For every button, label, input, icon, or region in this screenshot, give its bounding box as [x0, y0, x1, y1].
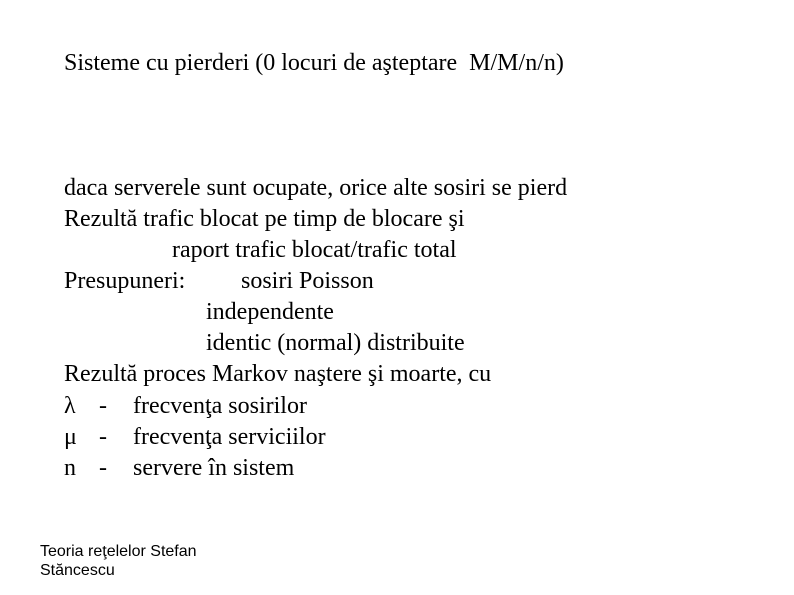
n-symbol: n	[64, 455, 76, 481]
mu-symbol: μ	[64, 424, 77, 450]
body-line-blocked-traffic: Rezultă trafic blocat pe timp de blocare şi	[64, 206, 465, 232]
assumption-poisson: sosiri Poisson	[241, 268, 374, 294]
mu-dash: -	[99, 424, 107, 450]
assumptions-label: Presupuneri:	[64, 268, 186, 294]
assumption-independent: independente	[206, 299, 334, 325]
n-dash: -	[99, 455, 107, 481]
lambda-dash: -	[99, 393, 107, 419]
mu-definition: frecvenţa serviciilor	[133, 424, 326, 450]
lambda-symbol: λ	[64, 393, 76, 419]
lambda-definition: frecvenţa sosirilor	[133, 393, 307, 419]
footer-line-1: Teoria reţelelor Stefan	[40, 543, 197, 560]
slide-title: Sisteme cu pierderi (0 locuri de aşteptare M/M/n/n)	[64, 50, 564, 76]
footer-line-2: Stăncescu	[40, 562, 115, 579]
assumption-identical: identic (normal) distribuite	[206, 330, 465, 356]
body-line-losses: daca serverele sunt ocupate, orice alte sosiri se pierd	[64, 175, 568, 201]
body-line-traffic-ratio: raport trafic blocat/trafic total	[172, 237, 457, 263]
n-definition: servere în sistem	[133, 455, 295, 481]
body-line-markov: Rezultă proces Markov naştere şi moarte, cu	[64, 361, 492, 387]
footer-author	[40, 542, 197, 580]
